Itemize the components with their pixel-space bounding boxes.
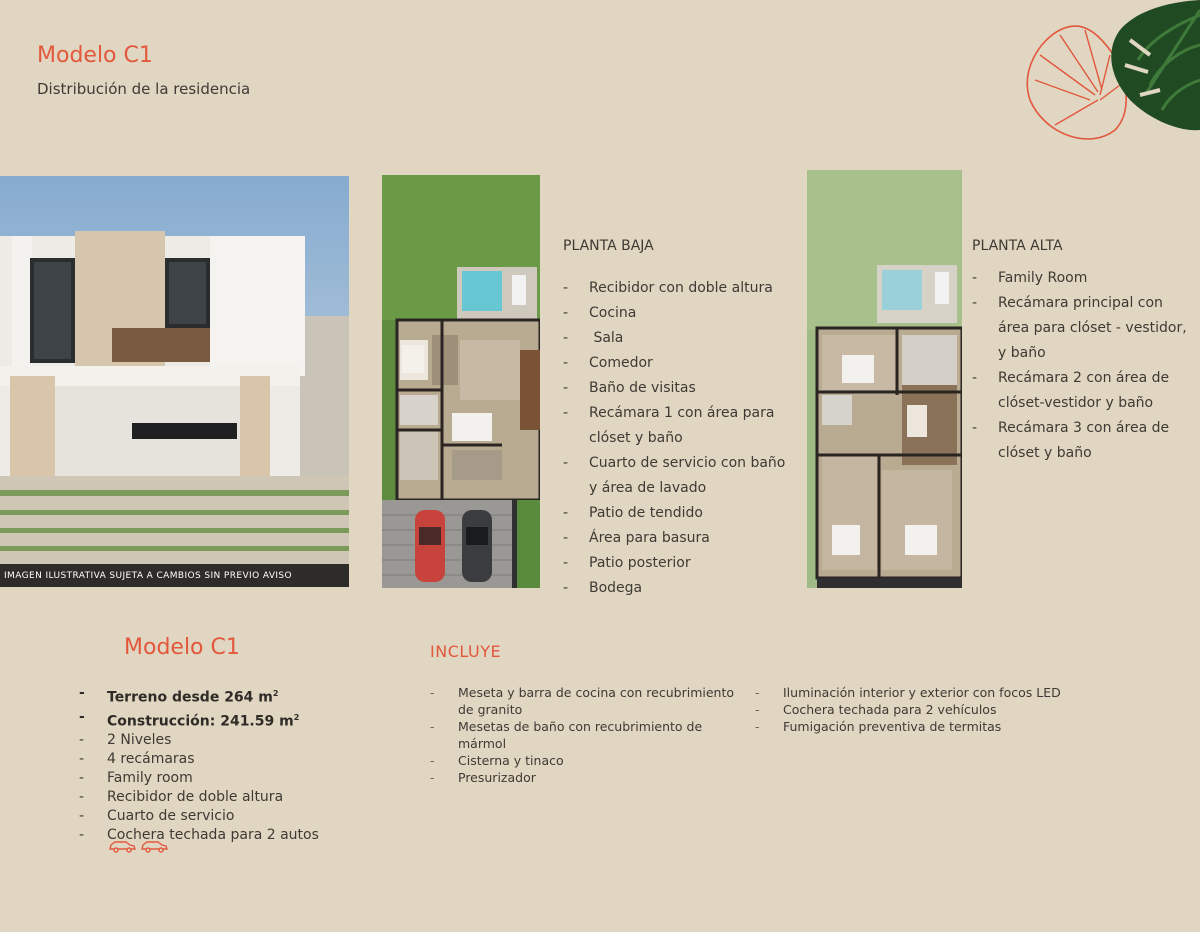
planta-alta-heading: PLANTA ALTA [972, 238, 1063, 254]
list-item: - Patio posterior [563, 551, 793, 576]
list-item: - Cuarto de servicio [79, 807, 379, 826]
list-item: - Cochera techada para 2 autos [79, 826, 379, 845]
list-item: - Presurizador [430, 769, 750, 786]
list-item: - Fumigación preventiva de termitas [755, 718, 1075, 735]
list-item: - Cochera techada para 2 vehículos [755, 701, 1075, 718]
list-item: - Recámara 2 con área de clóset-vestidor y baño [972, 366, 1187, 416]
model-specs-list [79, 684, 379, 845]
list-item: - Recámara 1 con área para clóset y baño [563, 401, 793, 451]
list-item: - Iluminación interior y exterior con focos LED [755, 684, 1075, 701]
photo-caption: IMAGEN ILUSTRATIVA SUJETA A CAMBIOS SIN PREVIO AVISO [4, 571, 293, 581]
list-item: - Recámara 3 con área de clóset y baño [972, 416, 1187, 466]
incluye-heading: INCLUYE [430, 642, 502, 661]
list-item: - Recibidor con doble altura [563, 276, 793, 301]
list-item: - Bodega [563, 576, 793, 601]
page-title: Modelo C1 [37, 43, 153, 68]
list-item: - Cisterna y tinaco [430, 752, 750, 769]
list-item: - Cocina [563, 301, 793, 326]
list-item: - Family Room [972, 266, 1187, 291]
planta-alta-list [972, 266, 1187, 466]
list-item: - Área para basura [563, 526, 793, 551]
incluye-list-col2 [755, 684, 1075, 735]
list-item: - Cuarto de servicio con baño y área de lavado [563, 451, 793, 501]
house-photo [0, 176, 349, 587]
planta-baja-list [563, 276, 793, 601]
incluye-list-col1 [430, 684, 750, 786]
list-item: - Meseta y barra de cocina con recubrimiento de granito [430, 684, 750, 718]
monstera-leaf-icon [1000, 0, 1200, 150]
floor-plan-planta-alta [807, 170, 962, 588]
list-item: - Patio de tendido [563, 501, 793, 526]
car-icon [108, 838, 172, 854]
list-item: - Family room [79, 769, 379, 788]
list-item: - Recibidor de doble altura [79, 788, 379, 807]
list-item: - 2 Niveles [79, 731, 379, 750]
construccion-spec: - Construcción: 241.59 $m^2$ [79, 708, 379, 732]
list-item: - Mesetas de baño con recubrimiento de mármol [430, 718, 750, 752]
floor-plan-planta-baja [382, 175, 540, 588]
list-item: - Recámara principal con área para clóset - vestidor, y baño [972, 291, 1187, 366]
list-item: - Comedor [563, 351, 793, 376]
list-item: - Baño de visitas [563, 376, 793, 401]
planta-baja-heading: PLANTA BAJA [563, 238, 654, 254]
model-title: Modelo C1 [124, 635, 240, 660]
list-item: - Sala [563, 326, 793, 351]
list-item: - 4 recámaras [79, 750, 379, 769]
terreno-spec: - Terreno desde 264 $m^2$ [79, 684, 379, 708]
page-subtitle: Distribución de la residencia [37, 80, 251, 98]
